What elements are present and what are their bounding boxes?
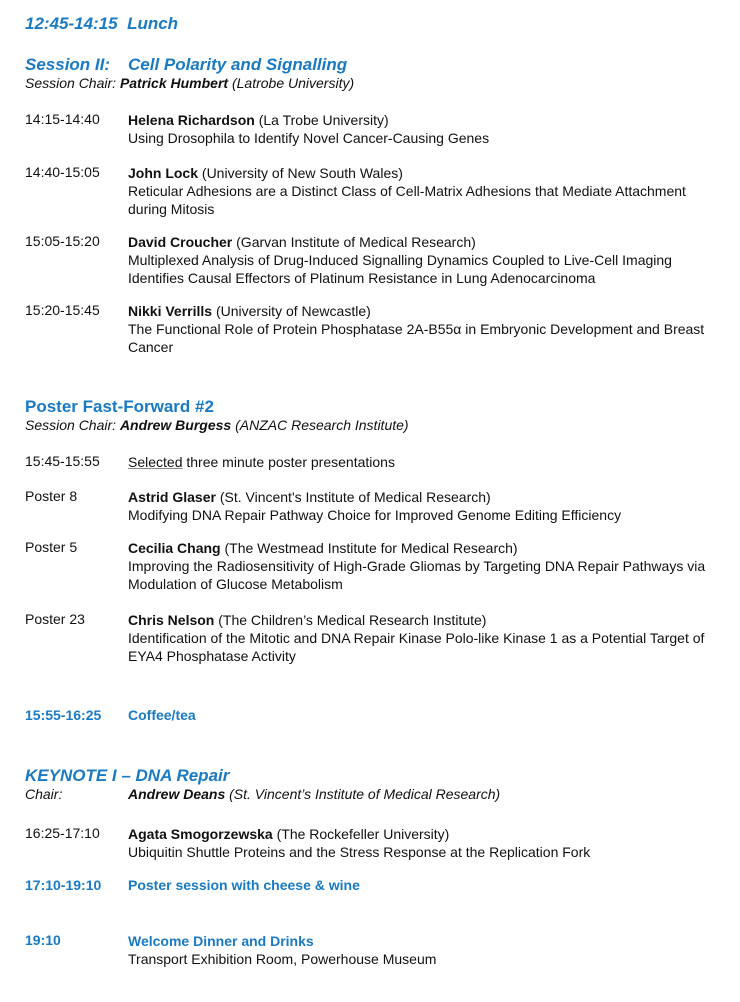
poster-ff-title: Poster Fast-Forward #2: [25, 397, 214, 416]
lunch-heading: [25, 14, 178, 34]
poster-ff-chair-name: Andrew Burgess: [119, 417, 232, 433]
poster-ff-chair-affil: (ANZAC Research Institute): [235, 417, 409, 433]
keynote-chair-name: Andrew Deans: [128, 786, 226, 802]
keynote-chair: [128, 786, 500, 802]
talk-title: Multiplexed Analysis of Drug-Induced Signalling Dynamics Coupled to Live-Cell Imaging Identifies Causal Effectors of Platinum Resistance in Lung Adenocarcinoma: [128, 252, 672, 286]
talk-title: Reticular Adhesions are a Distinct Class of Cell-Matrix Adhesions that Mediate Attachment during Mitosis: [128, 183, 686, 217]
speaker-name: John Lock: [128, 165, 199, 181]
presenter-name: Astrid Glaser: [128, 489, 216, 505]
presenter-name: Cecilia Chang: [128, 540, 221, 556]
keynote-talk-time: 16:25-17:10: [25, 825, 100, 841]
keynote-talk-entry: [128, 825, 716, 861]
lunch-label: Lunch: [127, 14, 179, 33]
dinner-entry: [128, 932, 716, 968]
poster-entry: [128, 539, 716, 593]
presenter-name: Chris Nelson: [128, 612, 215, 628]
speaker-affil: (La Trobe University): [258, 112, 389, 128]
session2-title: Cell Polarity and Signalling: [128, 55, 348, 74]
keynote-title: KEYNOTE I – DNA Repair: [25, 766, 230, 785]
dinner-label: Welcome Dinner and Drinks: [128, 933, 314, 949]
poster-ff-chair-label: Session Chair:: [25, 417, 117, 433]
keynote-chair-label: Chair:: [25, 786, 63, 802]
poster-id: Poster 5: [25, 539, 78, 555]
lunch-time: 12:45-14:15: [25, 14, 118, 33]
session2-label: Session II:: [25, 55, 111, 74]
dinner-time: 19:10: [25, 932, 61, 948]
poster-ff-intro-time: 15:45-15:55: [25, 453, 100, 469]
session2-chair-affil: (Latrobe University): [231, 75, 355, 91]
talk-time: 15:05-15:20: [25, 233, 100, 249]
talk-title: Using Drosophila to Identify Novel Cancer-Causing Genes: [128, 130, 490, 146]
talk-time: 15:20-15:45: [25, 302, 100, 318]
intro-selected-word: Selected: [128, 454, 183, 470]
poster-entry: [128, 488, 716, 524]
coffee-label: Coffee/tea: [128, 707, 196, 723]
poster-title: Improving the Radiosensitivity of High-Grade Gliomas by Targeting DNA Repair Pathways via Modulation of Glucose Metabolism: [128, 558, 706, 592]
session2-chair-name: Patrick Humbert: [119, 75, 229, 91]
presenter-affil: (St. Vincent's Institute of Medical Research): [219, 489, 491, 505]
poster-title: Modifying DNA Repair Pathway Choice for Improved Genome Editing Efficiency: [128, 507, 622, 523]
poster-id: Poster 23: [25, 611, 85, 627]
speaker-name: Agata Smogorzewska: [128, 826, 273, 842]
poster-id: Poster 8: [25, 488, 78, 504]
speaker-name: Nikki Verrills: [128, 303, 213, 319]
presenter-affil: (The Children’s Medical Research Institute): [218, 612, 487, 628]
session2-heading: [25, 55, 348, 75]
talk-entry: [128, 111, 716, 147]
speaker-affil: (The Rockefeller University): [276, 826, 450, 842]
poster-ff-intro: [128, 453, 716, 471]
session2-chair-label: Session Chair:: [25, 75, 117, 91]
poster-session-label: Poster session with cheese & wine: [128, 877, 360, 893]
talk-entry: [128, 164, 716, 218]
talk-entry: [128, 302, 716, 356]
session2-chair: [25, 75, 354, 91]
poster-ff-chair: [25, 417, 409, 433]
dinner-venue: Transport Exhibition Room, Powerhouse Museum: [128, 951, 437, 967]
speaker-affil: (Garvan Institute of Medical Research): [236, 234, 476, 250]
speaker-name: David Croucher: [128, 234, 233, 250]
speaker-affil: (University of New South Wales): [201, 165, 403, 181]
poster-session-time: 17:10-19:10: [25, 877, 102, 893]
poster-entry: [128, 611, 716, 665]
coffee-time: 15:55-16:25: [25, 707, 102, 723]
talk-title: Ubiquitin Shuttle Proteins and the Stress Response at the Replication Fork: [128, 844, 591, 860]
keynote-chair-affil: (St. Vincent’s Institute of Medical Research): [229, 786, 501, 802]
speaker-name: Helena Richardson: [128, 112, 255, 128]
intro-rest: three minute poster presentations: [182, 454, 395, 470]
talk-entry: [128, 233, 716, 287]
talk-title: The Functional Role of Protein Phosphatase 2A-B55α in Embryonic Development and Breast Cancer: [128, 321, 705, 355]
poster-title: Identification of the Mitotic and DNA Repair Kinase Polo-like Kinase 1 as a Potential Target of EYA4 Phosphatase Activity: [128, 630, 705, 664]
presenter-affil: (The Westmead Institute for Medical Research): [224, 540, 518, 556]
talk-time: 14:15-14:40: [25, 111, 100, 127]
speaker-affil: (University of Newcastle): [215, 303, 371, 319]
talk-time: 14:40-15:05: [25, 164, 100, 180]
